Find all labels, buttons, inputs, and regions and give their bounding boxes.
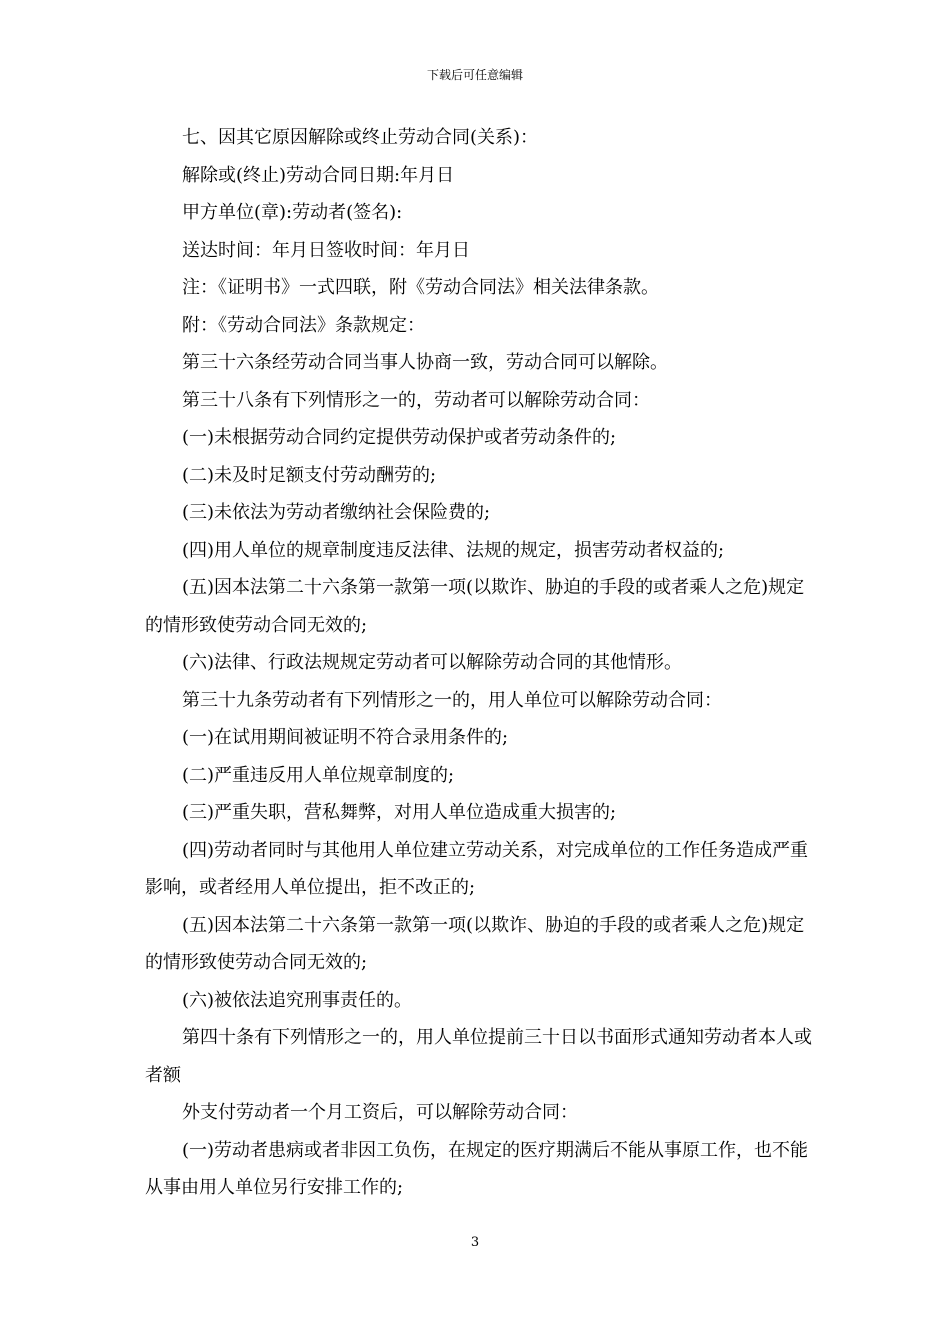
paragraph: (五)因本法第二十六条第一款第一项(以欺诈、胁迫的手段的或者乘人之危)规定的情形致使劳动合同无效的; xyxy=(145,914,805,973)
paragraph: 七、因其它原因解除或终止劳动合同(关系)： xyxy=(182,127,539,148)
paragraph: (一)未根据劳动合同约定提供劳动保护或者劳动条件的; xyxy=(182,427,617,448)
paragraph: 第三十九条劳动者有下列情形之一的，用人单位可以解除劳动合同： xyxy=(182,689,722,711)
paragraph: 甲方单位(章):劳动者(签名): xyxy=(182,202,403,223)
paragraph: (一)劳动者患病或者非因工负伤，在规定的医疗期满后不能从事原工作，也不能从事由用人单位另行安排工作的; xyxy=(145,1139,809,1198)
paragraph: (五)因本法第二十六条第一款第一项(以欺诈、胁迫的手段的或者乘人之危)规定的情形致使劳动合同无效的; xyxy=(145,577,805,636)
paragraph: (一)在试用期间被证明不符合录用条件的; xyxy=(182,727,509,748)
paragraph: 注：《证明书》一式四联，附《劳动合同法》相关法律条款。 xyxy=(182,277,659,298)
paragraph: 第四十条有下列情形之一的，用人单位提前三十日以书面形式通知劳动者本人或者额 xyxy=(145,1027,812,1086)
paragraph: 送达时间：年月日签收时间：年月日 xyxy=(182,239,470,261)
page-number: 3 xyxy=(470,1235,480,1250)
paragraph: (二)未及时足额支付劳动酬劳的; xyxy=(182,464,437,486)
paragraph: (三)严重失职，营私舞弊，对用人单位造成重大损害的; xyxy=(182,802,617,823)
paragraph: (四)用人单位的规章制度违反法律、法规的规定，损害劳动者权益的; xyxy=(182,539,725,561)
paragraph: 外支付劳动者一个月工资后，可以解除劳动合同： xyxy=(182,1102,578,1123)
document-body xyxy=(145,119,813,1207)
paragraph: (六)被依法追究刑事责任的。 xyxy=(182,989,413,1011)
paragraph: 解除或(终止)劳动合同日期:年月日 xyxy=(182,164,455,186)
paragraph: 第三十六条经劳动合同当事人协商一致，劳动合同可以解除。 xyxy=(182,352,668,373)
paragraph: (四)劳动者同时与其他用人单位建立劳动关系，对完成单位的工作任务造成严重影响，或者经用人单位提出，拒不改正的; xyxy=(145,839,809,898)
paragraph: (二)严重违反用人单位规章制度的; xyxy=(182,764,455,786)
page-header: 下载后可任意编辑 xyxy=(426,68,523,82)
paragraph: 附：《劳动合同法》条款规定： xyxy=(182,314,425,336)
paragraph: 第三十八条有下列情形之一的，劳动者可以解除劳动合同： xyxy=(182,389,650,411)
paragraph: (六)法律、行政法规规定劳动者可以解除劳动合同的其他情形。 xyxy=(182,652,683,673)
paragraph: (三)未依法为劳动者缴纳社会保险费的; xyxy=(182,502,491,523)
